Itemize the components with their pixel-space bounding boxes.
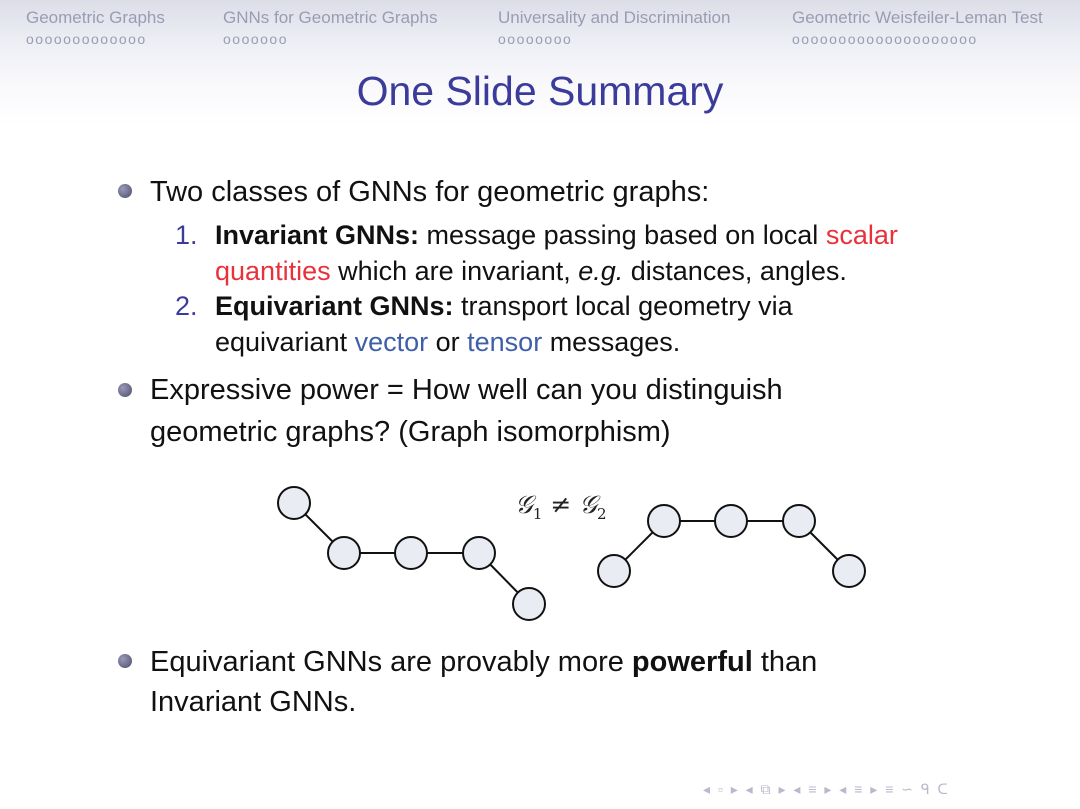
- formula-g2: 𝒢: [579, 490, 598, 519]
- item-1-scalar-red: scalar: [825, 220, 898, 250]
- graph-1-nodes: [278, 487, 545, 620]
- nav-section-gnns[interactable]: GNNs for Geometric Graphs: [223, 8, 438, 27]
- item-2-tensor-blue: tensor: [467, 327, 543, 357]
- graph-2-node: [598, 555, 630, 587]
- graph-1-node: [278, 487, 310, 519]
- beamer-navigation-controls[interactable]: ◂ ▫ ▸ ◂ ⧉ ▸ ◂ ≡ ▸ ◂ ≡ ▸ ≡ ∽ ᑫ ᑕ: [703, 781, 950, 797]
- nav-dots-wl-test[interactable]: oooooooooooooooooooo: [792, 31, 978, 47]
- graph-2-node: [715, 505, 747, 537]
- graph-1-node: [328, 537, 360, 569]
- graph-1-node: [395, 537, 427, 569]
- graph-1-node: [513, 588, 545, 620]
- formula-g1: 𝒢: [515, 490, 533, 519]
- item-1-line-2-a: which are invariant,: [330, 256, 579, 286]
- item-2-line-2-c: messages.: [542, 327, 681, 357]
- item-2-bold: Equivariant GNNs:: [215, 291, 454, 321]
- bullet-2-line-1: Expressive power = How well can you distinguish: [150, 374, 783, 406]
- item-1-quantities-red: quantities: [215, 256, 331, 286]
- bullet-3-text-a: Equivariant GNNs are provably more: [150, 646, 632, 678]
- graph-2-node: [783, 505, 815, 537]
- item-2-line-1-text: transport local geometry via: [453, 291, 793, 321]
- bullet-marker-3: [118, 654, 132, 668]
- bullet-3-line-2: Invariant GNNs.: [150, 686, 357, 718]
- nav-dots-geometric-graphs[interactable]: ooooooooooooo: [26, 31, 147, 47]
- formula-neq: ≠: [550, 490, 572, 519]
- formula-sub2: 2: [597, 505, 607, 523]
- bullet-3-line-1: [150, 644, 817, 681]
- item-1-eg: e.g.: [578, 256, 624, 286]
- nav-section-wl-test[interactable]: Geometric Weisfeiler-Leman Test: [792, 8, 1043, 27]
- item-1-line-1-text: message passing based on local: [419, 220, 826, 250]
- item-2-line-2-a: equivariant: [215, 327, 355, 357]
- bullet-3-text-b: than: [752, 646, 818, 678]
- item-2-number: 2.: [175, 291, 198, 321]
- slide-title: One Slide Summary: [356, 68, 724, 114]
- graph-1-node: [463, 537, 495, 569]
- nav-section-universality[interactable]: Universality and Discrimination: [498, 8, 731, 27]
- nav-section-geometric-graphs[interactable]: Geometric Graphs: [26, 8, 165, 27]
- bullet-1-text: Two classes of GNNs for geometric graphs:: [150, 176, 710, 208]
- graph-2-node: [648, 505, 680, 537]
- formula-sub1: 1: [532, 505, 543, 523]
- graph-2-node: [833, 555, 865, 587]
- item-2-line-2-b: or: [428, 327, 468, 357]
- nav-dots-universality[interactable]: oooooooo: [498, 31, 573, 47]
- bullet-3-bold: powerful: [631, 646, 753, 678]
- item-1-line-2-b: distances, angles.: [623, 256, 847, 286]
- item-2-vector-blue: vector: [354, 327, 429, 357]
- bullet-2-line-2: geometric graphs? (Graph isomorphism): [150, 416, 671, 448]
- item-1-number: 1.: [175, 220, 198, 250]
- nav-dots-gnns[interactable]: ooooooo: [223, 31, 289, 47]
- item-1-bold: Invariant GNNs:: [215, 220, 420, 250]
